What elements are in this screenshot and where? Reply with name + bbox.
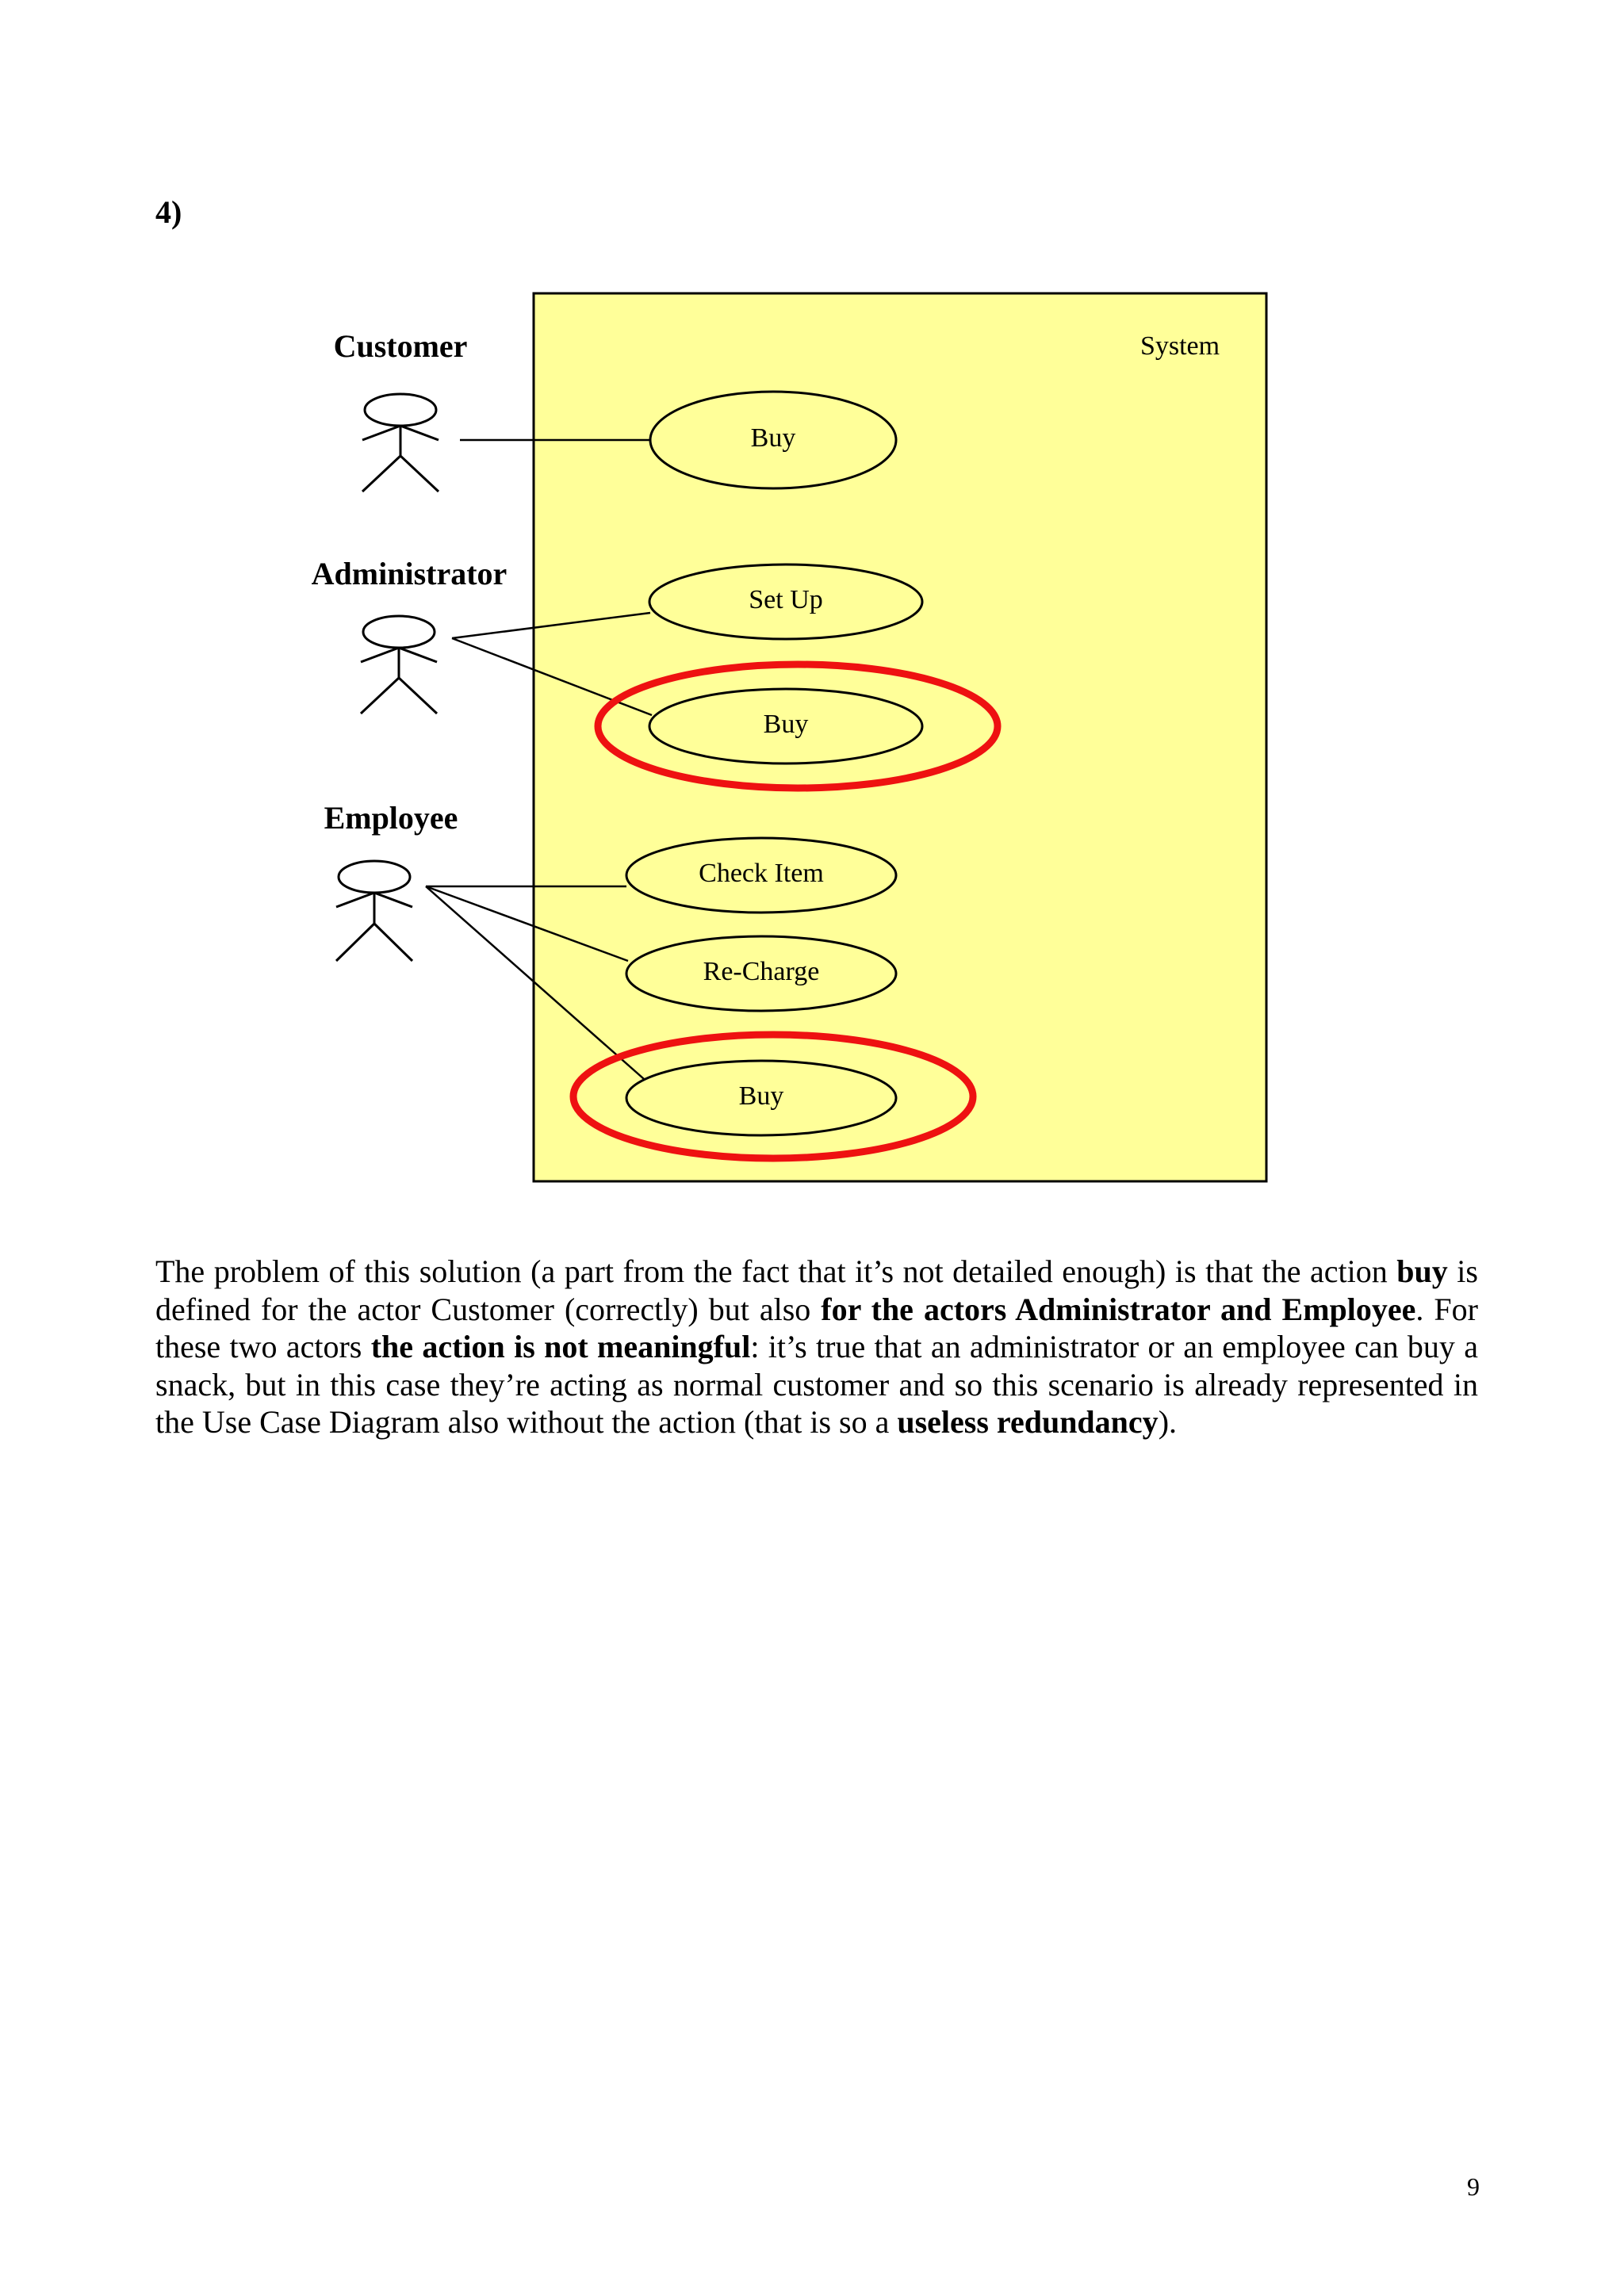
use-case-employee-buy — [626, 1061, 896, 1135]
bold-phrase-redundancy: useless redundancy — [897, 1404, 1159, 1440]
text-run: : it’s true that an administrator or an employee can buy a snack, but in this case they’re acting as normal customer and so this scenario is already represented in the Use Case Diagram also without the action (that is so a — [155, 1329, 1479, 1440]
bold-phrase-not-meaningful: the action is not meaningful — [370, 1329, 751, 1364]
bold-term-buy: buy — [1396, 1253, 1448, 1289]
use-case-label: Set Up — [749, 584, 823, 614]
use-case-label: Buy — [738, 1081, 784, 1111]
use-case-customer-buy — [650, 392, 896, 488]
text-run: ). — [1158, 1404, 1178, 1440]
system-label: System — [1139, 331, 1220, 361]
use-case-label: Re-Charge — [703, 956, 820, 986]
stick-figure-administrator-icon — [361, 616, 437, 714]
use-case-admin-setup — [649, 564, 922, 639]
text-run: . For these two actors — [155, 1291, 1478, 1364]
use-case-admin-buy — [649, 689, 922, 763]
use-case-label: Buy — [750, 423, 796, 453]
stick-figure-customer-icon — [362, 394, 439, 492]
use-case-label: Buy — [763, 709, 809, 739]
use-case-employee-check-item — [626, 838, 896, 913]
page-number: 9 — [1467, 2172, 1480, 2201]
section-heading: 4) — [155, 194, 182, 230]
stick-figure-employee-icon — [336, 861, 412, 961]
bold-phrase-actors: for the actors Administrator and Employee — [821, 1291, 1416, 1327]
actor-label-employee: Employee — [324, 800, 458, 836]
explanation-paragraph — [155, 1253, 1478, 1441]
text-run: is defined for the actor Customer (correctly) but also — [155, 1253, 1478, 1327]
actor-label-administrator: Administrator — [311, 556, 508, 591]
text-run: The problem of this solution (a part from the fact that it’s not detailed enough) is that the action — [155, 1253, 1397, 1289]
use-case-employee-recharge — [626, 936, 896, 1011]
actor-label-customer: Customer — [333, 328, 468, 364]
use-case-label: Check Item — [699, 858, 824, 888]
